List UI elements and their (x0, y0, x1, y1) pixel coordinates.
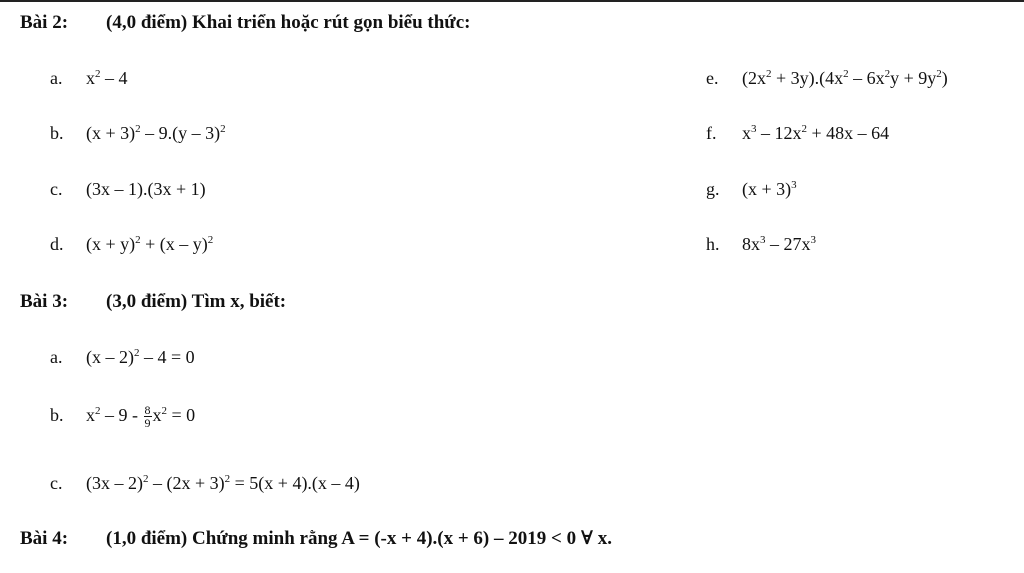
item-label: e. (706, 68, 719, 88)
bai2-item-b (50, 123, 226, 144)
bai3-item-c (50, 473, 360, 494)
bai2-number: Bài 2: (20, 12, 69, 33)
bai3-title: (3,0 điểm) Tìm x, biết: (106, 291, 287, 312)
item-label: a. (50, 68, 63, 88)
expression: $(3x - 2)^2 - (2x + 3)^2 = 5(x + 4).(x - 4)$ (86, 473, 360, 493)
expression: $x^2 - 4$ (86, 68, 128, 88)
expression: $(x + 3)^3$ (742, 179, 797, 199)
bai2-heading (20, 12, 470, 34)
item-label: c. (50, 473, 63, 493)
expression: $x^3 - 12x^2 + 48x - 64$ (742, 123, 890, 143)
item-label: c. (50, 179, 63, 199)
item-label: b. (50, 404, 64, 425)
expression: (x – 2)$^2$ – 4 = 0 (86, 347, 195, 367)
expression: $(x + y)^2 + (x - y)^2$ (86, 234, 214, 254)
expression: $(2x^2 + 3y).(4x^2 - 6x^2y + 9y^2)$ (742, 68, 948, 88)
bai4-number: Bài 4: (20, 528, 69, 549)
bai2-item-c (50, 179, 206, 200)
bai3-item-b (50, 404, 195, 429)
bai4-heading (20, 527, 612, 550)
bai2-item-e (706, 68, 948, 89)
item-label: d. (50, 234, 64, 254)
bai2-item-g (706, 179, 797, 200)
bai3-number: Bài 3: (20, 291, 69, 312)
item-label: g. (706, 179, 720, 199)
item-label: b. (50, 123, 64, 143)
bai4-title: (1,0 điểm) Chứng minh rằng A = (-x + 4).(x + 6) – 2019 < 0 ∀ x. (106, 528, 613, 549)
item-label: h. (706, 234, 720, 254)
expression: (3x – 1).(3x + 1) (86, 179, 206, 199)
fraction: $\frac{8}{9}$ (144, 403, 151, 430)
bai2-item-f (706, 123, 889, 144)
bai2-item-h (706, 234, 816, 255)
expression: $x^2 - 9$ - $\frac{8}{9}$ $x^2 = 0$ (86, 403, 196, 430)
bai2-item-d (50, 234, 213, 255)
expression: $(x + 3)^2 - 9.(y - 3)^2$ (86, 123, 226, 143)
item-label: f. (706, 123, 717, 143)
bai2-title: (4,0 điểm) Khai triển hoặc rút gọn biểu thức: (106, 12, 471, 33)
bai3-item-a (50, 347, 195, 368)
expression: $8x^3 - 27x^3$ (742, 234, 816, 254)
bai3-heading (20, 291, 286, 313)
item-label: a. (50, 347, 63, 367)
bai2-item-a (50, 68, 128, 89)
